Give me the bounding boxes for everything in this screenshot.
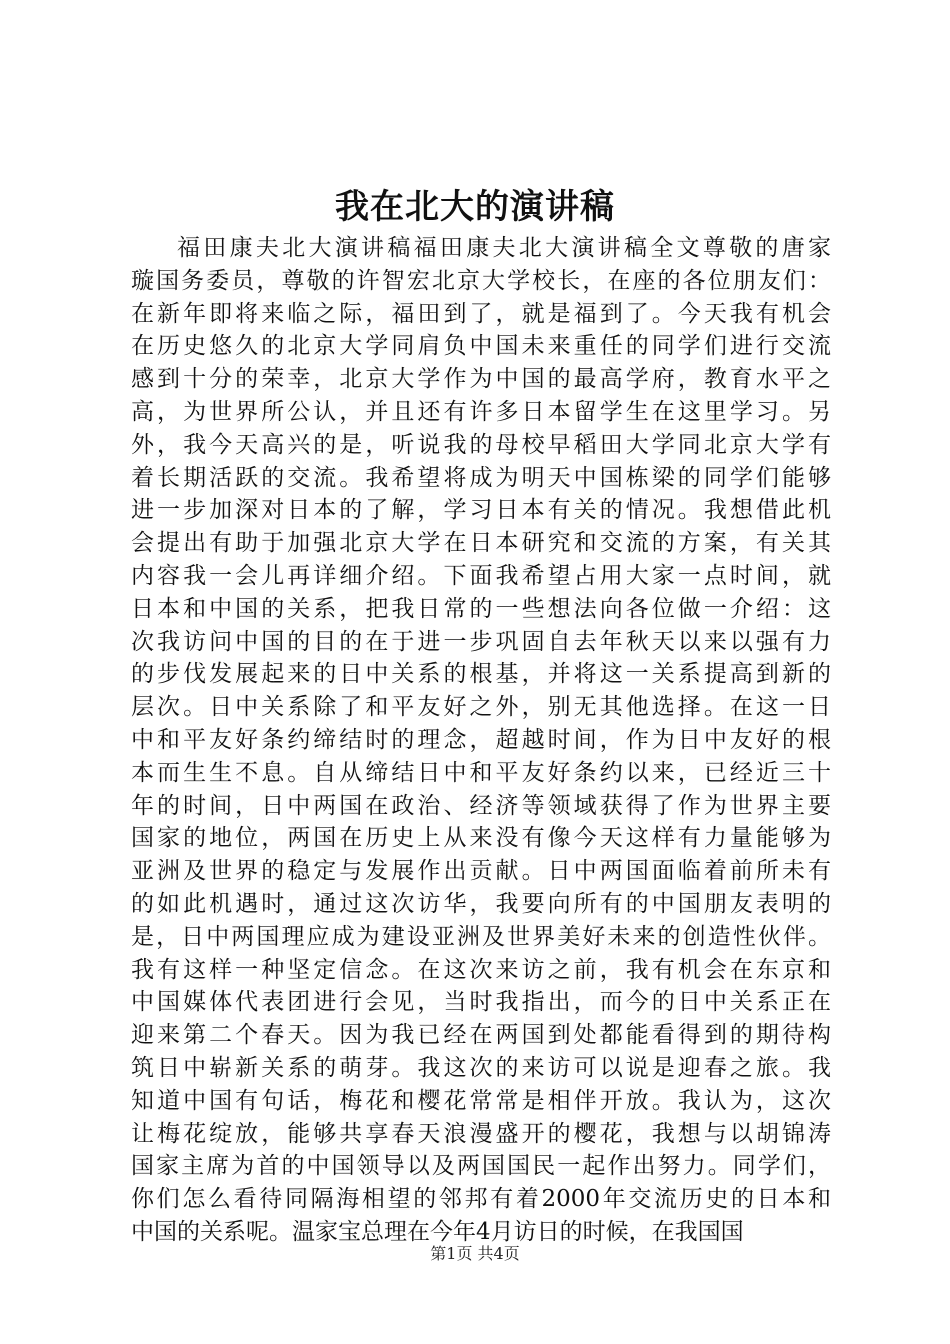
body-line: 的如此机遇时，通过这次访华，我要向所有的中国朋友表明的	[131, 890, 831, 917]
body-line: 年的时间，日中两国在政治、经济等领域获得了作为世界主要	[131, 792, 831, 819]
body-line: 层次。日中关系除了和平友好之外，别无其他选择。在这一日	[131, 694, 831, 721]
body-line: 璇国务委员，尊敬的许智宏北京大学校长，在座的各位朋友们：	[131, 267, 831, 294]
document-body	[131, 232, 831, 1249]
body-line: 你们怎么看待同隔海相望的邻邦有着2000年交流历史的日本和	[131, 1186, 831, 1213]
body-line: 中国媒体代表团进行会见，当时我指出，而今的日中关系正在	[131, 989, 831, 1016]
document-title: 我在北大的演讲稿	[335, 187, 615, 227]
body-line: 外，我今天高兴的是，听说我的母校早稻田大学同北京大学有	[131, 431, 831, 458]
page-number-footer: 第1页 共4页	[430, 1244, 520, 1263]
body-line: 福田康夫北大演讲稿福田康夫北大演讲稿全文尊敬的唐家	[177, 235, 831, 261]
body-line: 感到十分的荣幸，北京大学作为中国的最高学府，教育水平之	[131, 366, 831, 393]
body-line: 知道中国有句话，梅花和樱花常常是相伴开放。我认为，这次	[131, 1087, 831, 1114]
body-line: 让梅花绽放，能够共享春天浪漫盛开的樱花，我想与以胡锦涛	[131, 1120, 831, 1147]
body-line: 日本和中国的关系，把我日常的一些想法向各位做一介绍：这	[131, 595, 831, 622]
body-line: 会提出有助于加强北京大学在日本研究和交流的方案，有关其	[131, 530, 831, 557]
body-line: 的步伐发展起来的日中关系的根基，并将这一关系提高到新的	[131, 661, 831, 688]
body-line: 内容我一会儿再详细介绍。下面我希望占用大家一点时间，就	[131, 562, 831, 589]
body-line: 我有这样一种坚定信念。在这次来访之前，我有机会在东京和	[131, 956, 831, 983]
body-line: 是，日中两国理应成为建设亚洲及世界美好未来的创造性伙伴。	[131, 923, 831, 950]
body-line: 在历史悠久的北京大学同肩负中国未来重任的同学们进行交流	[131, 333, 831, 360]
body-line: 着长期活跃的交流。我希望将成为明天中国栋梁的同学们能够	[131, 464, 831, 491]
body-line: 中和平友好条约缔结时的理念，超越时间，作为日中友好的根	[131, 726, 831, 753]
body-line: 本而生生不息。自从缔结日中和平友好条约以来，已经近三十	[131, 759, 831, 786]
body-line: 次我访问中国的目的在于进一步巩固自去年秋天以来以强有力	[131, 628, 831, 655]
body-line: 中国的关系呢。温家宝总理在今年4月访日的时候，在我国国	[131, 1218, 744, 1245]
body-line: 迎来第二个春天。因为我已经在两国到处都能看得到的期待构	[131, 1022, 831, 1049]
body-line: 亚洲及世界的稳定与发展作出贡献。日中两国面临着前所未有	[131, 858, 831, 885]
body-line: 筑日中崭新关系的萌芽。我这次的来访可以说是迎春之旅。我	[131, 1054, 831, 1081]
body-line: 在新年即将来临之际，福田到了，就是福到了。今天我有机会	[131, 300, 831, 327]
body-line: 高，为世界所公认，并且还有许多日本留学生在这里学习。另	[131, 398, 831, 425]
body-line: 国家主席为首的中国领导以及两国国民一起作出努力。同学们，	[131, 1153, 831, 1180]
body-line: 进一步加深对日本的了解，学习日本有关的情况。我想借此机	[131, 497, 831, 524]
body-line: 国家的地位，两国在历史上从来没有像今天这样有力量能够为	[131, 825, 831, 852]
